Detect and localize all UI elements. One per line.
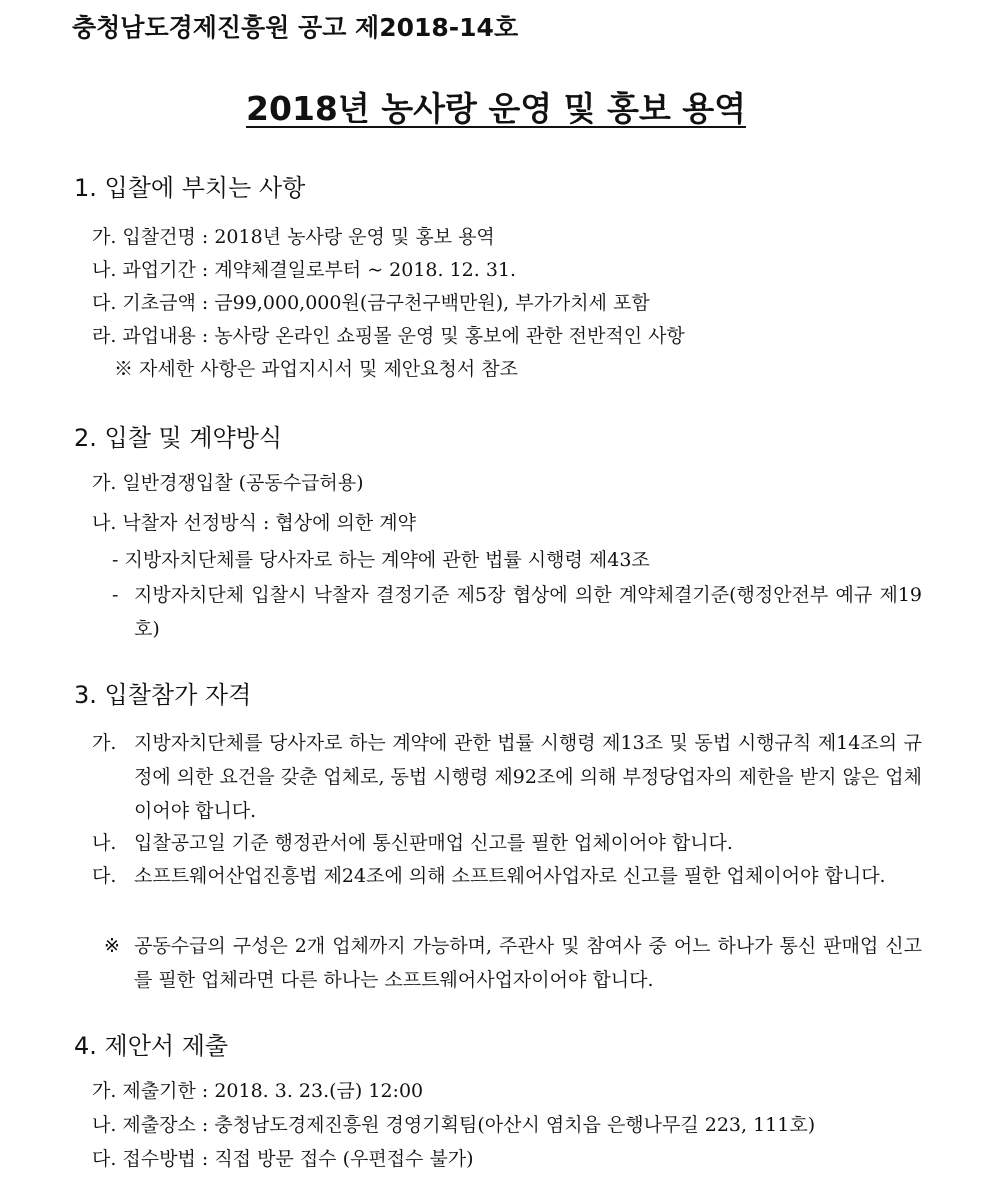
list-item-text: 지방자치단체를 당사자로 하는 계약에 관한 법률 시행령 제13조 및 동법 시행규칙 제14조의 규정에 의한 요건을 갖춘 업체로, 동법 시행령 제92조에 의해 부정당업자의 제한을 받지 않은 업체이어야 합니다. — [134, 732, 922, 822]
document-title-text: 2018년 농사랑 운영 및 홍보 용역 — [246, 89, 746, 128]
section-heading: 3. 입찰참가 자격 — [74, 681, 252, 709]
list-item-text: 소프트웨어산업진흥법 제24조에 의해 소프트웨어사업자로 신고를 필한 업체이어야 합니다. — [134, 865, 886, 887]
section-heading: 2. 입찰 및 계약방식 — [74, 424, 283, 452]
document-title — [0, 85, 992, 133]
note-item-text: 공동수급의 구성은 2개 업체까지 가능하며, 주관사 및 참여사 중 어느 하나가 통신 판매업 신고를 필한 업체라면 다른 하나는 소프트웨어사업자이어야 합니다. — [134, 935, 922, 991]
list-item: 가. 제출기한 : 2018. 3. 23.(금) 12:00 — [92, 1080, 424, 1102]
list-item — [92, 826, 922, 860]
sub-item-text: 지방자치단체 입찰시 낙찰자 결정기준 제5장 협상에 의한 계약체결기준(행정안전부 예규 제19호) — [134, 584, 922, 640]
list-item-marker: 나. — [92, 832, 117, 854]
notice-number: 충청남도경제진흥원 공고 제2018-14호 — [72, 13, 519, 42]
note-item — [104, 929, 922, 997]
section-heading: 4. 제안서 제출 — [74, 1032, 229, 1060]
list-item: 다. 접수방법 : 직접 방문 접수 (우편접수 불가) — [92, 1148, 474, 1170]
list-item: 라. 과업내용 : 농사랑 온라인 쇼핑몰 운영 및 홍보에 관한 전반적인 사항 — [92, 325, 685, 347]
sub-item: - 지방자치단체를 당사자로 하는 계약에 관한 법률 시행령 제43조 — [112, 549, 650, 571]
list-item: 나. 과업기간 : 계약체결일로부터 ~ 2018. 12. 31. — [92, 259, 517, 281]
list-item-marker: 다. — [92, 865, 117, 887]
list-item: 다. 기초금액 : 금99,000,000원(금구천구백만원), 부가가치세 포함 — [92, 292, 650, 314]
list-item: 가. 입찰건명 : 2018년 농사랑 운영 및 홍보 용역 — [92, 226, 495, 248]
sub-item-marker: - — [112, 584, 119, 606]
note-item: ※ 자세한 사항은 과업지시서 및 제안요청서 참조 — [114, 358, 518, 380]
section-heading: 1. 입찰에 부치는 사항 — [74, 174, 306, 202]
note-item-marker: ※ — [104, 935, 120, 957]
list-item: 나. 제출장소 : 충청남도경제진흥원 경영기획팀(아산시 염치읍 은행나무길 223, 111호) — [92, 1114, 816, 1136]
list-item — [92, 859, 922, 893]
list-item: 가. 일반경쟁입찰 (공동수급허용) — [92, 472, 364, 494]
list-item-marker: 가. — [92, 732, 117, 754]
list-item-text: 입찰공고일 기준 행정관서에 통신판매업 신고를 필한 업체이어야 합니다. — [134, 832, 733, 854]
list-item: 나. 낙찰자 선정방식 : 협상에 의한 계약 — [92, 512, 416, 534]
list-item — [92, 726, 922, 828]
sub-item — [112, 578, 922, 646]
